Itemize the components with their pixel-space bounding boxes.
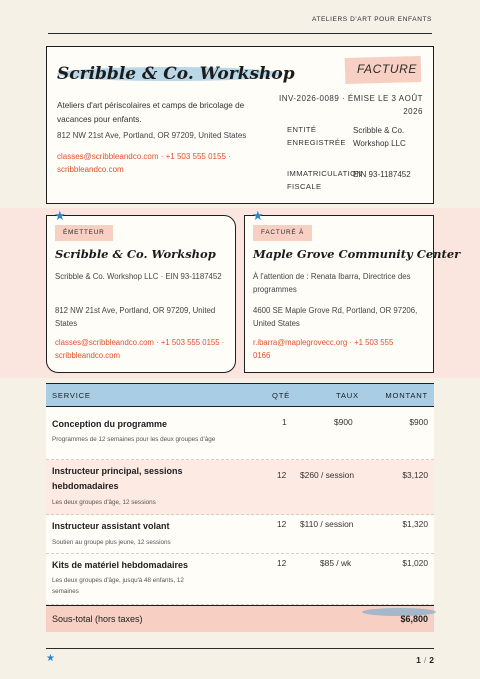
doc-type-label: FACTURE (357, 62, 417, 76)
current-page: 1 (416, 655, 421, 665)
issuer-address: 812 NW 21st Ave, Portland, OR 97209, United States (55, 306, 216, 328)
row-qty: 12 (277, 519, 287, 529)
row-qty: 12 (277, 470, 287, 480)
star-icon: ★ (54, 208, 66, 223)
row-amount: $900 (409, 417, 428, 427)
brand-address: 812 NW 21st Ave, Portland, OR 97209, United States (57, 131, 247, 140)
row-amount: $1,320 (402, 519, 428, 529)
subtotal-value: $6,800 (400, 614, 428, 624)
top-divider (48, 33, 432, 34)
row-service: Kits de matériel hebdomadaires (52, 560, 189, 570)
billed-to-attention: À l'attention de : Renata Ibarra, Directrice des programmes (253, 272, 411, 294)
table-row (46, 460, 434, 515)
billed-to-address: 4600 SE Maple Grove Rd, Portland, OR 97206, United States (253, 306, 418, 328)
page-separator: / (423, 655, 427, 665)
page-number (416, 655, 434, 665)
meta-label: ENTITÉ ENREGISTRÉE (287, 125, 346, 147)
issuer-tag: ÉMETTEUR (55, 225, 113, 241)
col-service: SERVICE (52, 391, 91, 400)
billed-to-contact[interactable]: r.ibarra@maplegrovecc.org · +1 503 555 0166 (253, 338, 394, 360)
row-rate: $110 / session (300, 519, 354, 529)
table-row (46, 407, 434, 460)
row-rate: $85 / wk (320, 558, 352, 568)
row-note: Soutien au groupe plus jeune, 12 sessions (52, 539, 171, 546)
brand-contact[interactable]: classes@scribbleandco.com · +1 503 555 0155 · scribbleandco.com (57, 152, 231, 174)
billed-to-card (244, 215, 461, 373)
issuer-contact[interactable]: classes@scribbleandco.com · +1 503 555 0155 · scribbleandco.com (55, 338, 225, 360)
row-note: Les deux groupes d'âge, jusqu'à 48 enfants, 12 semaines (52, 577, 184, 595)
row-amount: $1,020 (402, 558, 428, 568)
billed-to-name: Maple Grove Community Center (253, 247, 461, 261)
row-rate: $260 / session (300, 470, 355, 480)
invoice-number: INV-2026-0089 · ÉMISE LE 3 AOÛT 2026 (278, 94, 423, 116)
total-pages: 2 (429, 655, 434, 665)
row-service: Conception du programme (52, 419, 168, 429)
meta-value: EIN 93-1187452 (353, 170, 411, 179)
star-icon: ★ (252, 208, 264, 223)
subtotal-row (46, 605, 434, 632)
table-row (46, 554, 434, 605)
footer-divider (46, 648, 434, 649)
brand-name: Scribble & Co. Workshop (57, 64, 295, 84)
meta-value: Scribble & Co. Workshop LLC (353, 126, 406, 148)
table-row (46, 515, 434, 554)
col-qty: QTÉ (272, 391, 291, 400)
row-note: Programmes de 12 semaines pour les deux groupes d'âge (52, 436, 216, 443)
billed-to-tag: FACTURÉ À (253, 225, 312, 241)
brand-description: Ateliers d'art périscolaires et camps de bricolage de vacances pour enfants. (57, 101, 245, 124)
issuer-card (46, 215, 236, 373)
table-header (46, 383, 434, 407)
star-icon: ★ (46, 653, 55, 664)
issuer-name: Scribble & Co. Workshop (55, 247, 216, 261)
row-qty: 12 (277, 558, 287, 568)
row-service: Instructeur assistant volant (52, 521, 170, 531)
meta-label: IMMATRICULATION FISCALE (287, 169, 363, 191)
col-amount: MONTANT (385, 391, 428, 400)
subtotal-label: Sous-total (hors taxes) (52, 614, 143, 624)
issuer-legal: Scribble & Co. Workshop LLC · EIN 93-1187452 (55, 272, 222, 281)
row-rate: $900 (334, 417, 353, 427)
row-note: Les deux groupes d'âge, 12 sessions (52, 499, 156, 506)
invoice-header (46, 46, 434, 204)
col-rate: TAUX (336, 391, 359, 400)
row-service: Instructeur principal, sessions hebdomadaires (52, 466, 183, 491)
row-amount: $3,120 (402, 470, 428, 480)
top-strip: ATELIERS D'ART POUR ENFANTS (311, 16, 432, 23)
row-qty: 1 (282, 417, 287, 427)
